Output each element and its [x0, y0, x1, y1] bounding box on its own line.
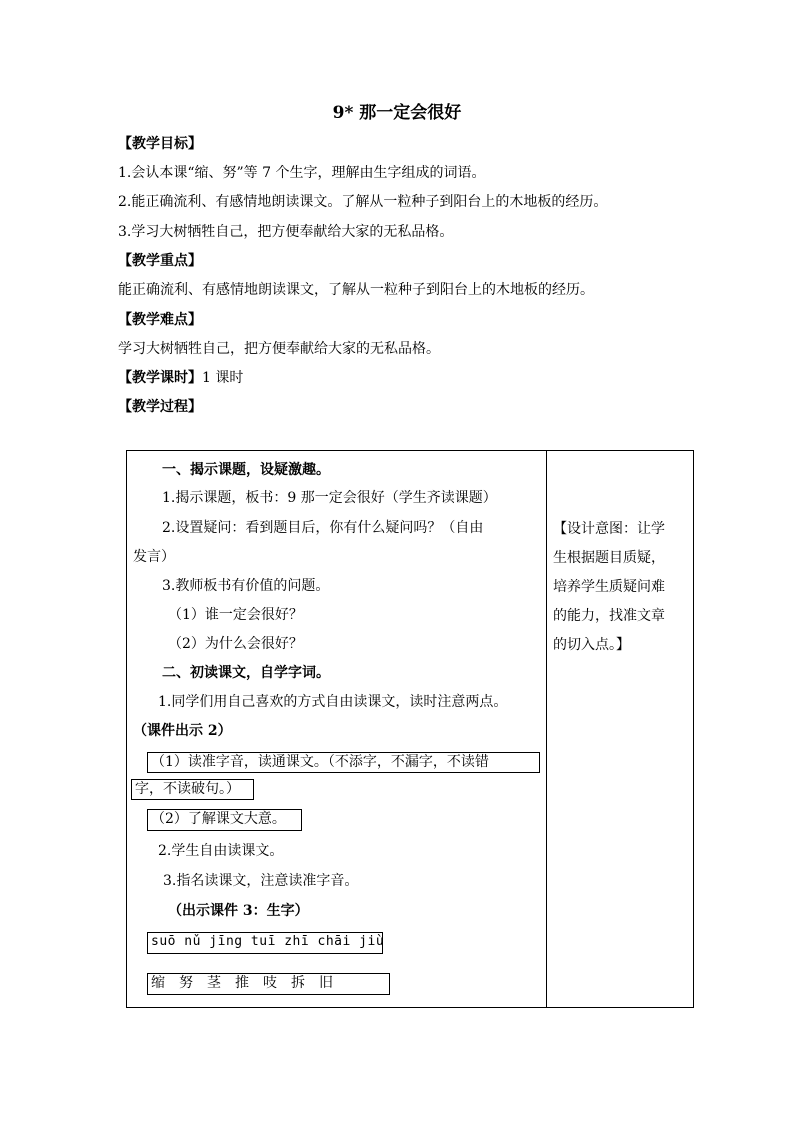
step-1-1: 1.揭示课题，板书：9 那一定会很好（学生齐读课题） — [162, 490, 497, 506]
reading-requirement-box-1b: 字，不读破句。） — [131, 779, 254, 800]
design-intent-note — [553, 515, 693, 660]
design-intent-line-5: 的切入点。】 — [553, 637, 630, 653]
key-points-heading: 【教学重点】 — [118, 253, 202, 269]
character-4: 推 — [235, 975, 249, 991]
class-hours-heading: 【教学课时】 — [118, 370, 202, 386]
courseware-2-label: （课件出示 2） — [133, 723, 232, 739]
design-intent-line-1: 【设计意图：让学 — [553, 521, 665, 537]
table-column-divider — [546, 450, 547, 1008]
question-1: （1）谁一定会很好？ — [168, 607, 303, 623]
step-2-3: 3.指名读课文，注意读准字音。 — [163, 873, 359, 889]
pinyin-box: suō nǔ jīng tuī zhī chāi jiù — [147, 932, 383, 954]
class-hours-text: 1 课时 — [202, 370, 244, 386]
character-7: 旧 — [319, 975, 333, 991]
step-1-3: 3.教师板书有价值的问题。 — [162, 578, 330, 594]
character-1: 缩 — [151, 975, 165, 991]
question-2: （2）为什么会很好？ — [168, 636, 303, 652]
step-2-2: 2.学生自由读课文。 — [158, 843, 284, 859]
key-points-text: 能正确流利、有感情地朗读课文，了解从一粒种子到阳台上的木地板的经历。 — [118, 282, 594, 298]
step-1-2b: 发言） — [133, 549, 175, 565]
process-heading: 【教学过程】 — [118, 399, 202, 415]
objective-item-3: 3.学习大树牺牲自己，把方便奉献给大家的无私品格。 — [118, 224, 454, 240]
page-title: 9* 那一定会很好 — [332, 103, 462, 123]
character-2: 努 — [179, 975, 193, 991]
difficulties-heading: 【教学难点】 — [118, 312, 202, 328]
character-3: 茎 — [207, 975, 221, 991]
design-intent-line-4: 的能力，找准文章 — [553, 608, 665, 624]
step-2-1: 1.同学们用自己喜欢的方式自由读课文，读时注意两点。 — [158, 694, 508, 710]
character-6: 拆 — [291, 975, 305, 991]
reading-requirement-box-1a: （1）读准字音，读通课文。（不添字，不漏字，不读错 — [147, 752, 540, 773]
objective-item-1: 1.会认本课“缩、努”等 7 个生字，理解由生字组成的词语。 — [118, 165, 486, 181]
step-1-2a: 2.设置疑问：看到题目后，你有什么疑问吗？（自由 — [162, 520, 484, 536]
section-1-title: 一、揭示课题，设疑激趣。 — [162, 462, 330, 478]
design-intent-line-3: 培养学生质疑问难 — [553, 579, 665, 595]
objectives-heading: 【教学目标】 — [118, 136, 202, 152]
difficulties-text: 学习大树牺牲自己，把方便奉献给大家的无私品格。 — [118, 341, 440, 357]
courseware-3-label: （出示课件 3：生字） — [168, 903, 309, 919]
design-intent-line-2: 生根据题目质疑， — [553, 550, 665, 566]
reading-requirement-box-2: （2）了解课文大意。 — [147, 809, 302, 831]
character-5: 吱 — [263, 975, 277, 991]
class-hours-line — [118, 368, 243, 388]
characters-box — [147, 973, 390, 995]
section-2-title: 二、初读课文，自学字词。 — [162, 665, 330, 681]
objective-item-2: 2.能正确流利、有感情地朗读课文。了解从一粒种子到阳台上的木地板的经历。 — [118, 194, 608, 210]
